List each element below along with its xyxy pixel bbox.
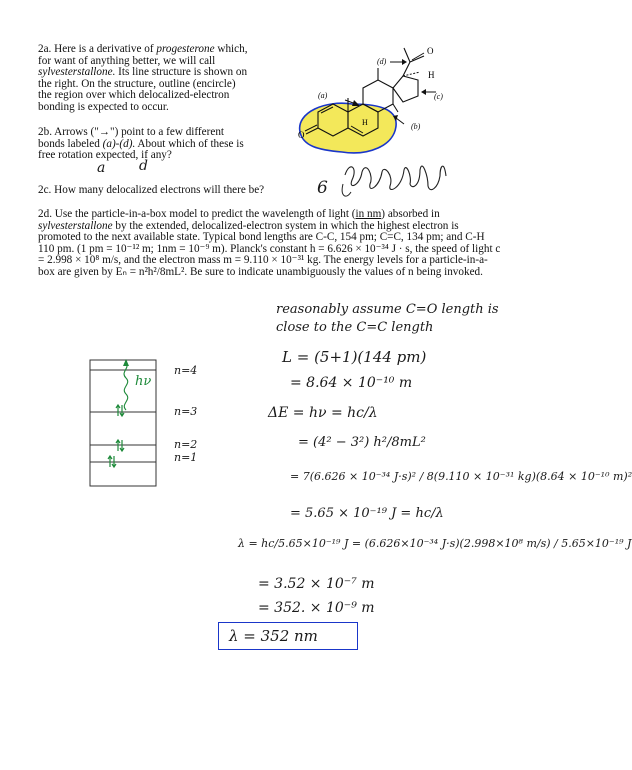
work-L-eq: L = (5+1)(144 pm) bbox=[282, 348, 427, 366]
label-O: O bbox=[427, 46, 434, 56]
answer-d: d bbox=[139, 158, 148, 174]
label-d: (d) bbox=[377, 57, 387, 66]
work-L-val: = 8.64 × 10⁻¹⁰ m bbox=[290, 375, 413, 391]
q2a-text: 2a. Here is a derivative of progesterone which, for want of anything better, we will call sylvesterstallone. Its line structure is shown on the right. On the structure, outline (encircle) the region over which delocalized-electron bonding is expected to occur. bbox=[38, 43, 248, 113]
work-dE2: = (4² − 3²) h²/8mL² bbox=[298, 435, 426, 450]
label-c: (c) bbox=[434, 92, 443, 101]
q2d-text: 2d. Use the particle-in-a-box model to predict the wavelength of light (in nm) absorbed in sylvesterstallone by the extended, delocalized-electron system in which the highest electron is promoted to the next available state. Typical bond lengths are C-C, 154 pm; C=C, 134 pm; and C-H 110 pm. (1 pm = 10⁻¹² m; 1nm = 10⁻⁹ m). Planck's constant h = 6.626 × 10⁻³⁴ J · s, the speed of light c = 2.998 × 10⁸ m/s, and the electron mass m = 9.110 × 10⁻³¹ kg. The energy levels for a particle-in-a- box are given by Eₙ = n²h²/8mL². Be sure to indicate unambiguously the values of n being invoked. bbox=[38, 208, 501, 278]
level-n4: n=4 bbox=[174, 364, 198, 377]
level-n1: n=1 bbox=[174, 451, 198, 464]
level-n2: n=2 bbox=[174, 438, 198, 451]
photon-label: hν bbox=[135, 374, 152, 389]
work-dE: ΔE = hν = hc/λ bbox=[268, 405, 378, 421]
work-note1: reasonably assume C=O length is bbox=[276, 302, 499, 317]
answer-a: a bbox=[97, 160, 106, 176]
label-a: (a) bbox=[318, 91, 328, 100]
q2b-text: 2b. Arrows ("→") point to a few different bonds labeled (a)-(d). About which of these is free rotation expected, if any? bbox=[38, 126, 244, 162]
label-H-center: H bbox=[362, 118, 368, 127]
label-O-ring: O bbox=[298, 130, 305, 140]
label-b: (b) bbox=[411, 122, 421, 131]
work-lambda: λ = hc/5.65×10⁻¹⁹ J = (6.626×10⁻³⁴ J·s)(2.998×10⁸ m/s) / 5.65×10⁻¹⁹ J bbox=[238, 537, 632, 550]
label-H: H bbox=[428, 70, 435, 80]
work-dE4: = 5.65 × 10⁻¹⁹ J = hc/λ bbox=[290, 506, 444, 521]
work-lambda3: = 352. × 10⁻⁹ m bbox=[258, 600, 375, 616]
final-answer: λ = 352 nm bbox=[229, 627, 318, 645]
work-dE3: = 7(6.626 × 10⁻³⁴ J·s)² / 8(9.110 × 10⁻³¹ kg)(8.64 × 10⁻¹⁰ m)² bbox=[290, 470, 632, 483]
final-answer-box bbox=[218, 622, 358, 650]
level-n3: n=3 bbox=[174, 405, 198, 418]
work-note2: close to the C=C length bbox=[276, 320, 434, 335]
work-lambda2: = 3.52 × 10⁻⁷ m bbox=[258, 576, 375, 592]
answer-2c: 6 bbox=[317, 178, 328, 198]
q2c-text: 2c. How many delocalized electrons will there be? bbox=[38, 184, 265, 196]
